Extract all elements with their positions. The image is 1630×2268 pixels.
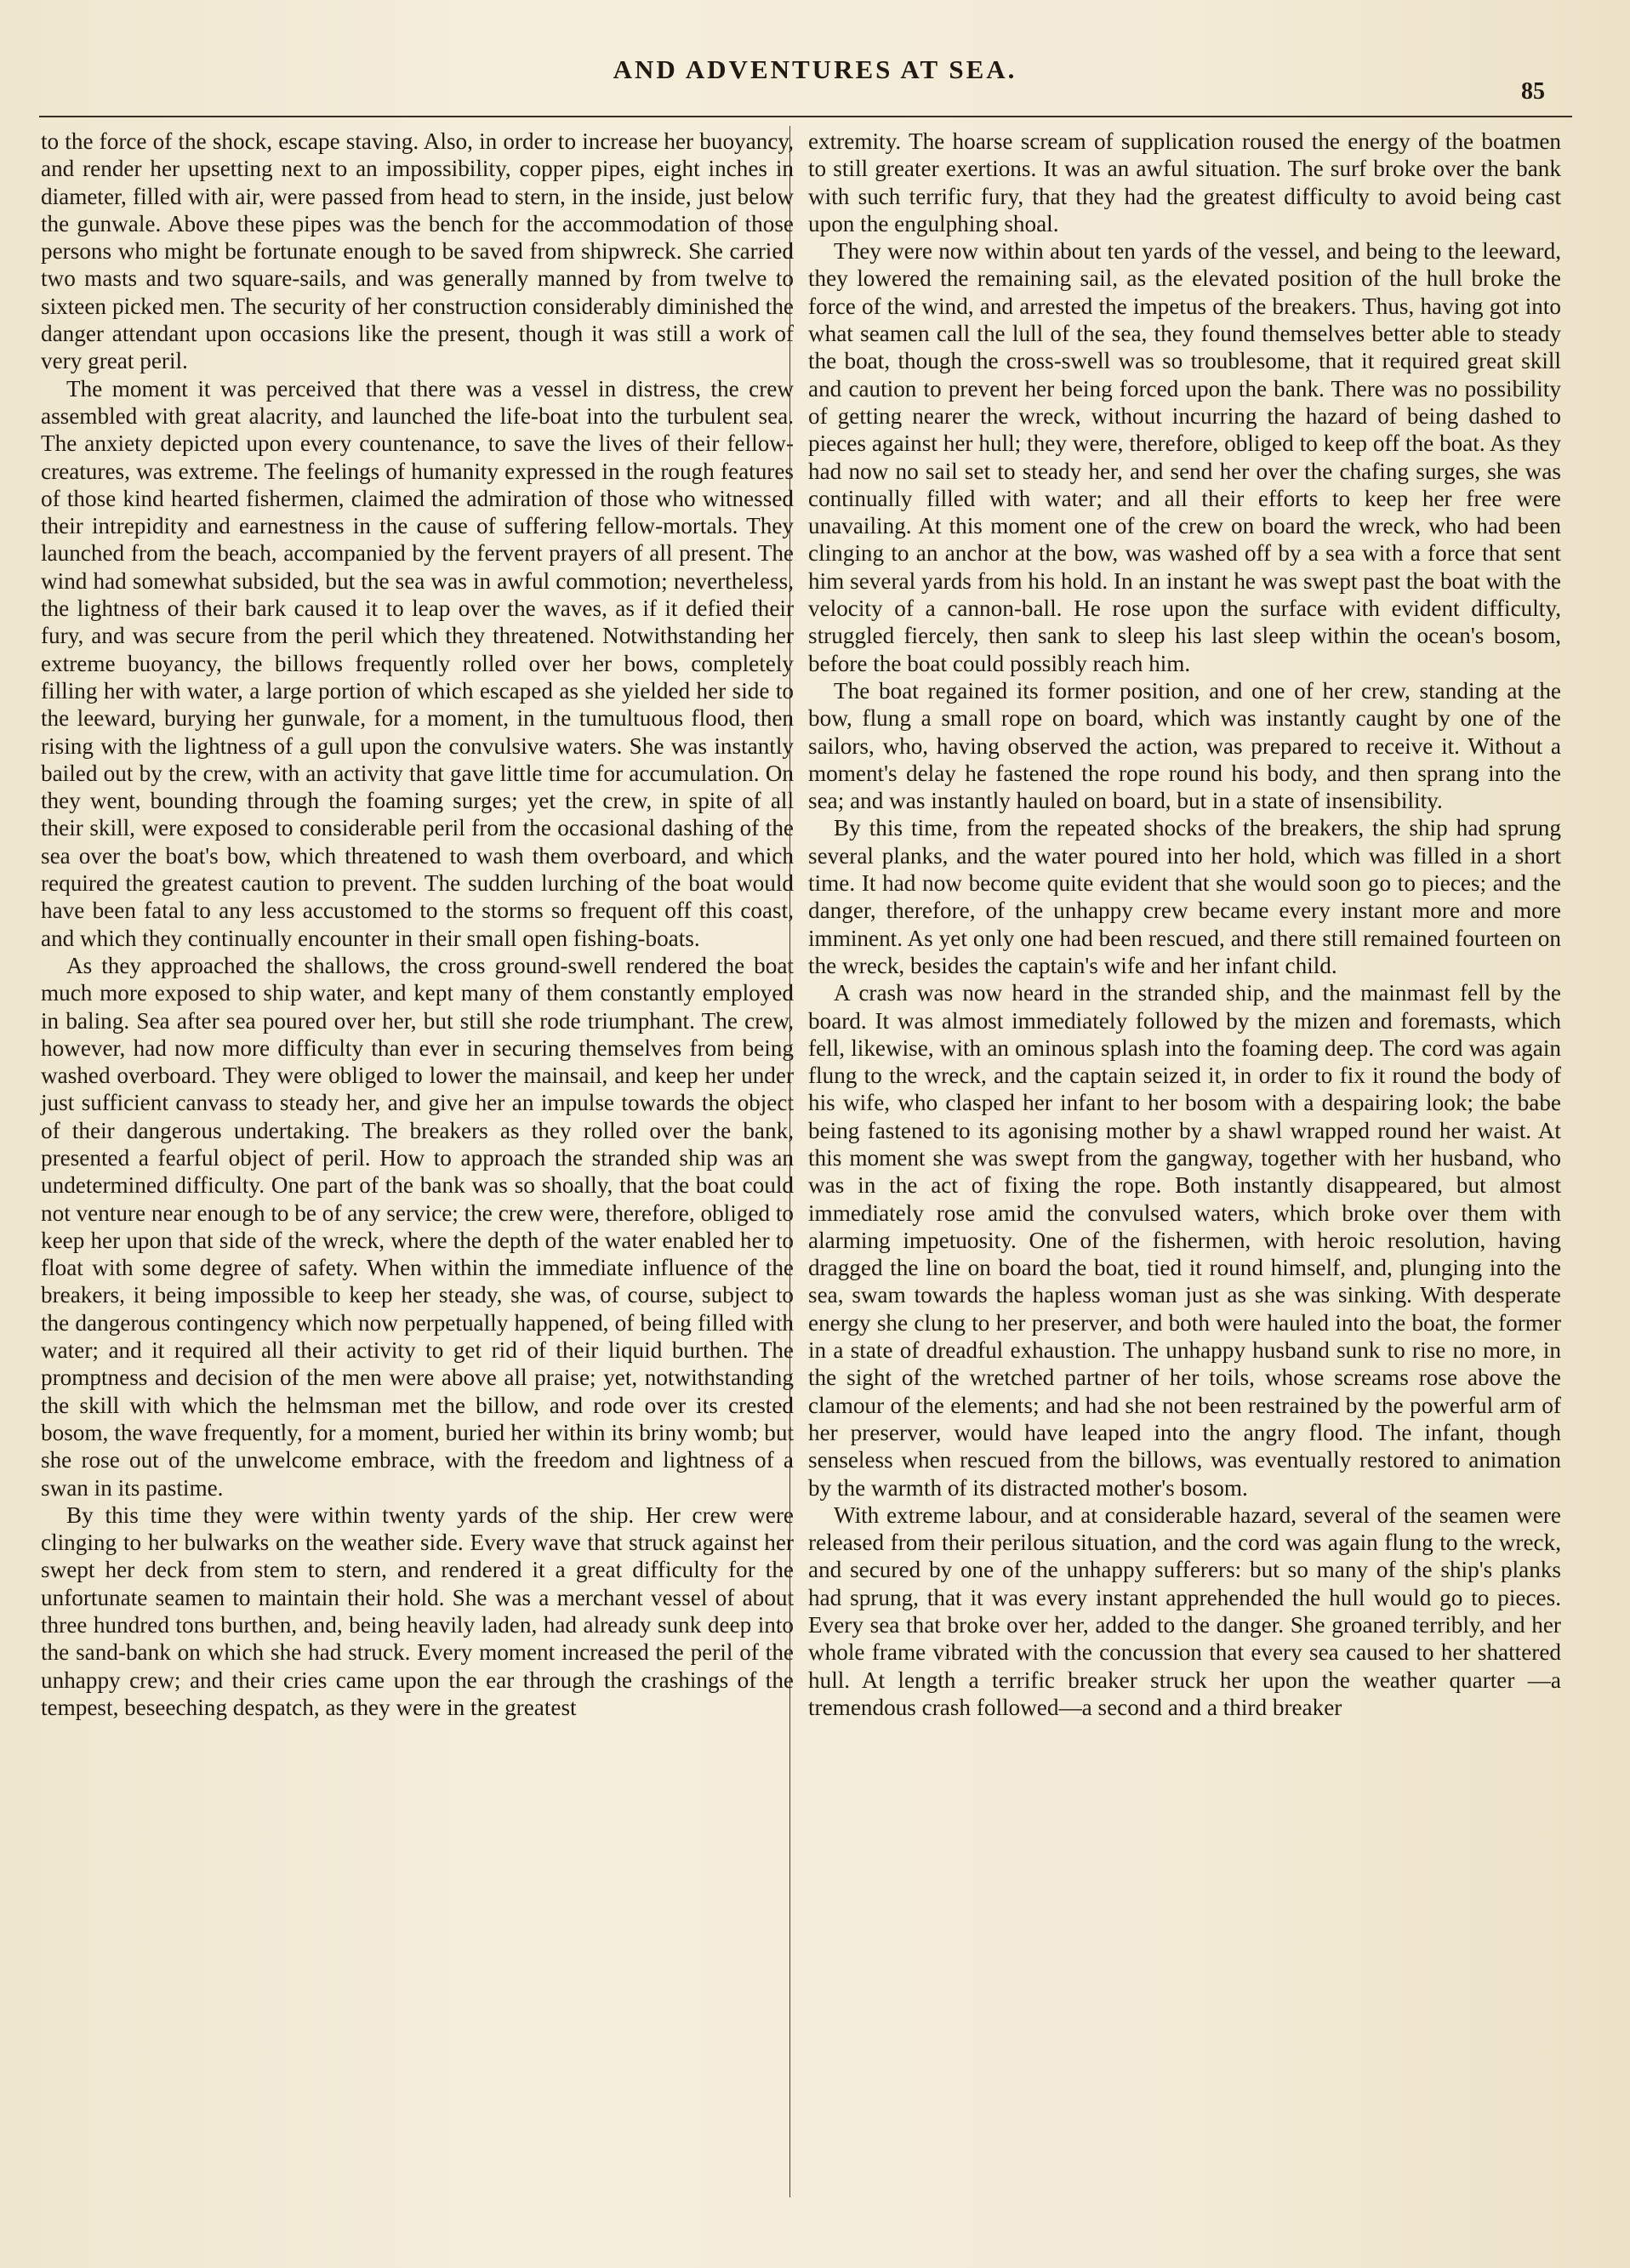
paragraph: A crash was now heard in the stranded ship, and the mainmast fell by the board. It was almost immediately followed by the mizen and foremasts, which fell, likewise, with an ominous splash into the foaming deep. The cord was again flung to the wreck, and the captain seized it, in order to fix it round the body of his wife, who clasped her infant to her bosom with a despairing look; the babe being fastened to its agonising mother by a shawl wrapped round her waist. At this moment she was swept from the gangway, together with her husband, who was in the act of fixing the rope. Both instantly disappeared, but almost immediately rose amid the convulsed waters, which broke over them with alarming impetuosity. One of the fishermen, with heroic resolution, having dragged the line on board the boat, tied it round himself, and, plunging into the sea, swam towards the hapless woman just as she was sinking. With desperate energy she clung to her preserver, and both were hauled into the boat, the former in a state of dreadful exhaustion. The unhappy husband sunk to rise no more, in the sight of the wretched partner of her toils, whose screams rose above the clamour of the elements; and had she not been restrained by the powerful arm of her preserver, would have leaped into the angry flood. The infant, though senseless when rescued from the billows, was eventually restored to animation by the warmth of its distracted mother's bosom. bbox=[808, 980, 1561, 1501]
column-divider bbox=[789, 126, 790, 2197]
right-column bbox=[808, 128, 1561, 1721]
paragraph: As they approached the shallows, the cross ground-swell rendered the boat much more exposed to ship water, and kept many of them constantly employed in baling. Sea after sea poured over her, but still she rode triumphant. The crew, however, had now more difficulty than ever in securing themselves from being washed overboard. They were obliged to lower the mainsail, and keep her under just sufficient canvass to steady her, and give her an impulse towards the object of their dangerous undertaking. The breakers as they rolled over the bank, presented a fearful object of peril. How to approach the stranded ship was an undetermined difficulty. One part of the bank was so shoally, that the boat could not venture near enough to be of any service; the crew were, therefore, obliged to keep her upon that side of the wreck, where the depth of the water enabled her to float with some degree of safety. When within the immediate influence of the breakers, it being impossible to keep her steady, she was, of course, subject to the dangerous contingency which now perpetually happened, of being filled with water; and it required all their activity to get rid of their liquid burthen. The promptness and decision of the men were above all praise; yet, notwithstanding the skill with which the helmsman met the billow, and rode over its crested bosom, the wave frequently, for a moment, buried her within its briny womb; but she rose out of the unwelcome embrace, with the freedom and lightness of a swan in its pastime. bbox=[41, 952, 794, 1501]
page-number: 85 bbox=[1521, 78, 1545, 105]
paragraph: to the force of the shock, escape staving. Also, in order to increase her buoyancy, and render her upsetting next to an impossibility, copper pipes, eight inches in diameter, filled with air, were passed from head to stern, in the inside, just below the gunwale. Above these pipes was the bench for the accommodation of those persons who might be fortunate enough to be saved from shipwreck. She carried two masts and two square-sails, and was generally manned by from twelve to sixteen picked men. The security of her construction considerably diminished the danger attendant upon occasions like the present, though it was still a work of very great peril. bbox=[41, 128, 794, 374]
paragraph: The boat regained its former position, and one of her crew, standing at the bow, flung a small rope on board, which was instantly caught by one of the sailors, who, having observed the action, was prepared to receive it. Without a moment's delay he fastened the rope round his body, and then sprang into the sea; and was instantly hauled on board, but in a state of insensibility. bbox=[808, 677, 1561, 814]
header-rule bbox=[39, 116, 1572, 117]
running-head: AND ADVENTURES AT SEA. bbox=[613, 54, 1017, 84]
paragraph: By this time they were within twenty yards of the ship. Her crew were clinging to her bulwarks on the weather side. Every wave that struck against her swept her deck from stem to stern, and rendered it a great difficulty for the unfortunate seamen to maintain their hold. She was a merchant vessel of about three hundred tons burthen, and, being heavily laden, had already sunk deep into the sand-bank on which she had struck. Every moment increased the peril of the unhappy crew; and their cries came upon the ear through the crashings of the tempest, beseeching despatch, as they were in the greatest bbox=[41, 1502, 794, 1720]
paragraph: With extreme labour, and at considerable hazard, several of the seamen were released from their perilous situation, and the cord was again flung to the wreck, and secured by one of the unhappy sufferers: but so many of the ship's planks had sprung, that it was every instant apprehended the hull would go to pieces. Every sea that broke over her, added to the danger. She groaned terribly, and her whole frame vibrated with the concussion that every sea caused to her shattered hull. At length a terrific breaker struck her upon the weather quarter —a tremendous crash followed—a second and a third breaker bbox=[808, 1502, 1561, 1720]
paragraph: extremity. The hoarse scream of supplication roused the energy of the boatmen to still greater exertions. It was an awful situation. The surf broke over the bank with such terrific fury, that they had the greatest difficulty to avoid being cast upon the engulphing shoal. bbox=[808, 128, 1561, 236]
paragraph: By this time, from the repeated shocks of the breakers, the ship had sprung several planks, and the water poured into her hold, which was filled in a short time. It had now become quite evident that she would soon go to pieces; and the danger, therefore, of the unhappy crew became every instant more and more imminent. As yet only one had been rescued, and there still remained fourteen on the wreck, besides the captain's wife and her infant child. bbox=[808, 815, 1561, 978]
left-column bbox=[41, 128, 794, 1721]
paragraph: They were now within about ten yards of the vessel, and being to the leeward, they lowered the remaining sail, as the elevated position of the hull broke the force of the wind, and arrested the impetus of the breakers. Thus, having got into what seamen call the lull of the sea, they found themselves better able to steady the boat, though the cross-swell was so troublesome, that it required great skill and caution to prevent her being forced upon the bank. There was no possibility of getting nearer the wreck, without incurring the hazard of being dashed to pieces against her hull; they were, therefore, obliged to keep off the boat. As they had now no sail set to steady her, and send her over the chafing surges, she was continually filled with water; and all their efforts to keep her free were unavailing. At this moment one of the crew on board the wreck, who had been clinging to an anchor at the bow, was washed off by a sea with a force that sent him several yards from his hold. In an instant he was swept past the boat with the velocity of a cannon-ball. He rose upon the surface with evident difficulty, struggled fiercely, then sank to sleep his last sleep within the ocean's bosom, before the boat could possibly reach him. bbox=[808, 238, 1561, 676]
paragraph: The moment it was perceived that there was a vessel in distress, the crew assembled with great alacrity, and launched the life-boat into the turbulent sea. The anxiety depicted upon every countenance, to save the lives of their fellow-creatures, was extreme. The feelings of humanity expressed in the rough features of those kind hearted fishermen, claimed the admiration of those who witnessed their intrepidity and earnestness in the cause of suffering fellow-mortals. They launched from the beach, accompanied by the fervent prayers of all present. The wind had somewhat subsided, but the sea was in awful commotion; nevertheless, the lightness of their bark caused it to leap over the waves, as if it defied their fury, and was secure from the peril which they threatened. Notwithstanding her extreme buoyancy, the billows frequently rolled over her bows, completely filling her with water, a large portion of which escaped as she yielded her side to the leeward, burying her gunwale, for a moment, in the tumultuous flood, then rising with the lightness of a gull upon the convulsive waters. She was instantly bailed out by the crew, with an activity that gave little time for accumulation. On they went, bounding through the foaming surges; yet the crew, in spite of all their skill, were exposed to considerable peril from the occasional dashing of the sea over the boat's bow, which threatened to wash them overboard, and which required the greatest caution to prevent. The sudden lurching of the boat would have been fatal to any less accustomed to the storms so frequent off this coast, and which they continually encounter in their small open fishing-boats. bbox=[41, 375, 794, 951]
